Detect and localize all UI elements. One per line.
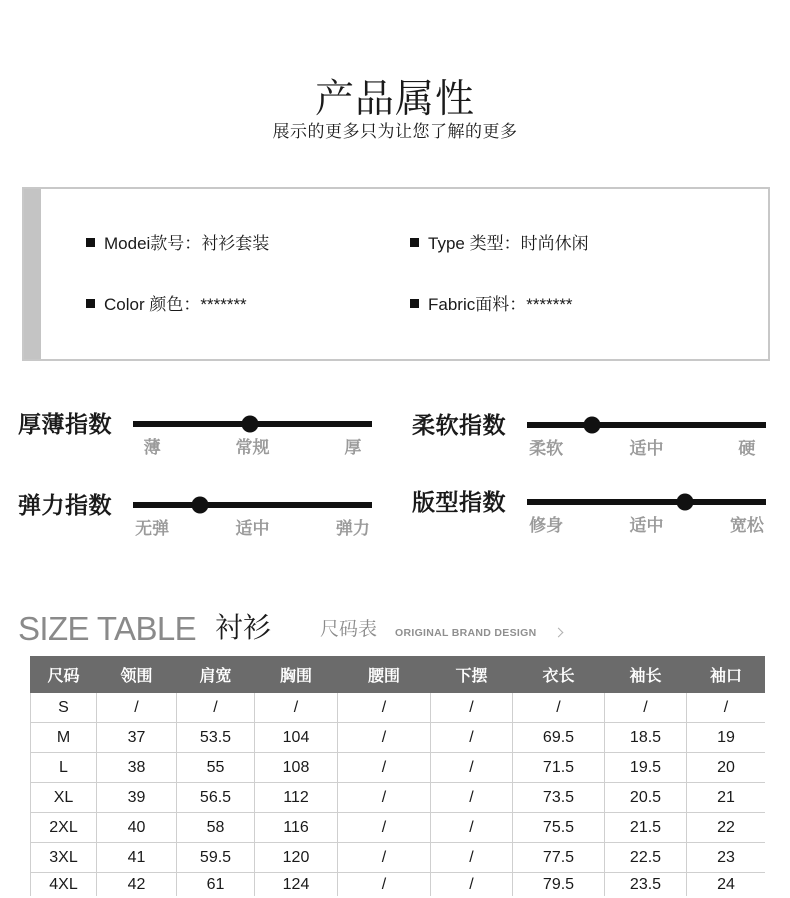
cell-waist: /	[338, 723, 431, 753]
index-softness	[412, 406, 772, 462]
cell-shoulder: 55	[177, 753, 255, 783]
cell-shoulder: 56.5	[177, 783, 255, 813]
index-label-high: 弹力	[335, 519, 370, 538]
cell-shoulder: 61	[177, 873, 255, 897]
attribute-value: *******	[200, 295, 247, 314]
cell-hem: /	[431, 843, 513, 873]
column-header-waist: 腰围	[338, 657, 431, 693]
index-track	[133, 502, 372, 508]
cell-collar: 40	[97, 813, 177, 843]
attribute-fabric	[410, 294, 573, 316]
cell-collar: /	[97, 693, 177, 723]
cell-chest: 104	[255, 723, 338, 753]
attribute-type	[410, 233, 589, 255]
attribute-label: Modei款号：	[104, 234, 202, 253]
brand-tagline: ORIGINAL BRAND DESIGN	[395, 627, 537, 639]
cell-size: M	[31, 723, 97, 753]
attribute-color	[86, 294, 247, 316]
cell-chest: /	[255, 693, 338, 723]
table-row	[31, 753, 766, 783]
attribute-value: 时尚休闲	[520, 234, 589, 253]
cell-waist: /	[338, 813, 431, 843]
index-name: 弹力指数	[18, 492, 112, 518]
column-header-cuff: 袖口	[687, 657, 766, 693]
table-row	[31, 843, 766, 873]
cell-length: 77.5	[513, 843, 605, 873]
square-bullet-icon	[86, 299, 95, 308]
index-track	[133, 421, 372, 427]
index-thickness	[18, 405, 378, 461]
cell-cuff: 24	[687, 873, 766, 897]
attribute-label: Color 颜色：	[104, 295, 201, 314]
cell-collar: 38	[97, 753, 177, 783]
index-label-mid: 适中	[629, 516, 664, 535]
size-table-container	[30, 656, 765, 898]
cell-shoulder: 58	[177, 813, 255, 843]
attribute-label: Type 类型：	[428, 234, 521, 253]
column-header-chest: 胸围	[255, 657, 338, 693]
table-header-row	[31, 657, 766, 693]
cell-size: S	[31, 693, 97, 723]
column-header-size: 尺码	[31, 657, 97, 693]
cell-cuff: 19	[687, 723, 766, 753]
size-table-subtitle: 尺码表	[320, 619, 378, 640]
cell-size: 2XL	[31, 813, 97, 843]
cell-length: 69.5	[513, 723, 605, 753]
cell-collar: 42	[97, 873, 177, 897]
table-row	[31, 723, 766, 753]
index-scale-labels	[527, 438, 766, 460]
index-label-low: 无弹	[135, 519, 170, 538]
index-name: 柔软指数	[412, 412, 506, 438]
cell-waist: /	[338, 693, 431, 723]
cell-hem: /	[431, 753, 513, 783]
cell-cuff: 21	[687, 783, 766, 813]
size-table-product: 衬衫	[215, 612, 272, 643]
index-name: 厚薄指数	[18, 411, 112, 437]
cell-hem: /	[431, 873, 513, 897]
index-name: 版型指数	[412, 489, 506, 515]
attribute-label: Fabric面料：	[428, 295, 527, 314]
column-header-shoulder: 肩宽	[177, 657, 255, 693]
cell-size: XL	[31, 783, 97, 813]
index-label-low: 柔软	[529, 439, 564, 458]
cell-shoulder: /	[177, 693, 255, 723]
cell-length: /	[513, 693, 605, 723]
cell-sleeve: 23.5	[605, 873, 687, 897]
page-title: 产品属性	[314, 78, 475, 121]
cell-collar: 37	[97, 723, 177, 753]
index-fit	[412, 483, 772, 539]
table-row	[31, 693, 766, 723]
cell-sleeve: 18.5	[605, 723, 687, 753]
index-label-low: 修身	[529, 516, 564, 535]
column-header-length: 衣长	[513, 657, 605, 693]
column-header-hem: 下摆	[431, 657, 513, 693]
attribute-value: 衬衫套装	[201, 234, 270, 253]
index-label-mid: 适中	[629, 439, 664, 458]
index-scale-labels	[133, 518, 372, 540]
cell-hem: /	[431, 783, 513, 813]
cell-waist: /	[338, 843, 431, 873]
cell-hem: /	[431, 693, 513, 723]
cell-sleeve: 20.5	[605, 783, 687, 813]
square-bullet-icon	[86, 238, 95, 247]
table-row	[31, 873, 766, 897]
cell-size: L	[31, 753, 97, 783]
slider-dot-icon	[583, 417, 600, 434]
cell-length: 73.5	[513, 783, 605, 813]
cell-shoulder: 53.5	[177, 723, 255, 753]
size-table-title: SIZE TABLE	[18, 610, 197, 647]
index-label-high: 厚	[344, 438, 362, 457]
square-bullet-icon	[410, 238, 419, 247]
attributes-panel	[22, 187, 770, 361]
cell-hem: /	[431, 813, 513, 843]
cell-sleeve: /	[605, 693, 687, 723]
size-table	[30, 656, 765, 896]
cell-cuff: 20	[687, 753, 766, 783]
panel-accent-bar	[24, 189, 41, 359]
index-scale-labels	[527, 515, 766, 537]
column-header-collar: 领围	[97, 657, 177, 693]
table-row	[31, 783, 766, 813]
chevron-right-icon	[554, 628, 564, 638]
index-track	[527, 499, 766, 505]
index-elasticity	[18, 486, 378, 542]
attribute-value: *******	[526, 295, 573, 314]
cell-waist: /	[338, 873, 431, 897]
index-label-mid: 适中	[235, 519, 270, 538]
index-label-low: 薄	[143, 438, 161, 457]
cell-shoulder: 59.5	[177, 843, 255, 873]
table-header	[31, 657, 766, 693]
cell-length: 79.5	[513, 873, 605, 897]
cell-cuff: 22	[687, 813, 766, 843]
index-scale-labels	[133, 437, 372, 459]
cell-sleeve: 19.5	[605, 753, 687, 783]
cell-sleeve: 22.5	[605, 843, 687, 873]
cell-length: 71.5	[513, 753, 605, 783]
table-row	[31, 813, 766, 843]
index-label-high: 宽松	[729, 516, 764, 535]
cell-waist: /	[338, 783, 431, 813]
slider-dot-icon	[676, 494, 693, 511]
table-body	[31, 693, 766, 897]
page-subtitle: 展示的更多只为让您了解的更多	[272, 122, 518, 141]
cell-collar: 39	[97, 783, 177, 813]
cell-hem: /	[431, 723, 513, 753]
cell-cuff: /	[687, 693, 766, 723]
cell-size: 4XL	[31, 873, 97, 897]
cell-waist: /	[338, 753, 431, 783]
cell-chest: 112	[255, 783, 338, 813]
slider-dot-icon	[191, 497, 208, 514]
cell-cuff: 23	[687, 843, 766, 873]
index-track	[527, 422, 766, 428]
cell-chest: 120	[255, 843, 338, 873]
cell-sleeve: 21.5	[605, 813, 687, 843]
column-header-sleeve: 袖长	[605, 657, 687, 693]
cell-collar: 41	[97, 843, 177, 873]
slider-dot-icon	[242, 416, 259, 433]
attribute-model	[86, 233, 269, 255]
index-label-high: 硬	[738, 439, 756, 458]
index-label-mid: 常规	[235, 438, 270, 457]
cell-chest: 108	[255, 753, 338, 783]
cell-chest: 116	[255, 813, 338, 843]
cell-size: 3XL	[31, 843, 97, 873]
square-bullet-icon	[410, 299, 419, 308]
cell-chest: 124	[255, 873, 338, 897]
cell-length: 75.5	[513, 813, 605, 843]
